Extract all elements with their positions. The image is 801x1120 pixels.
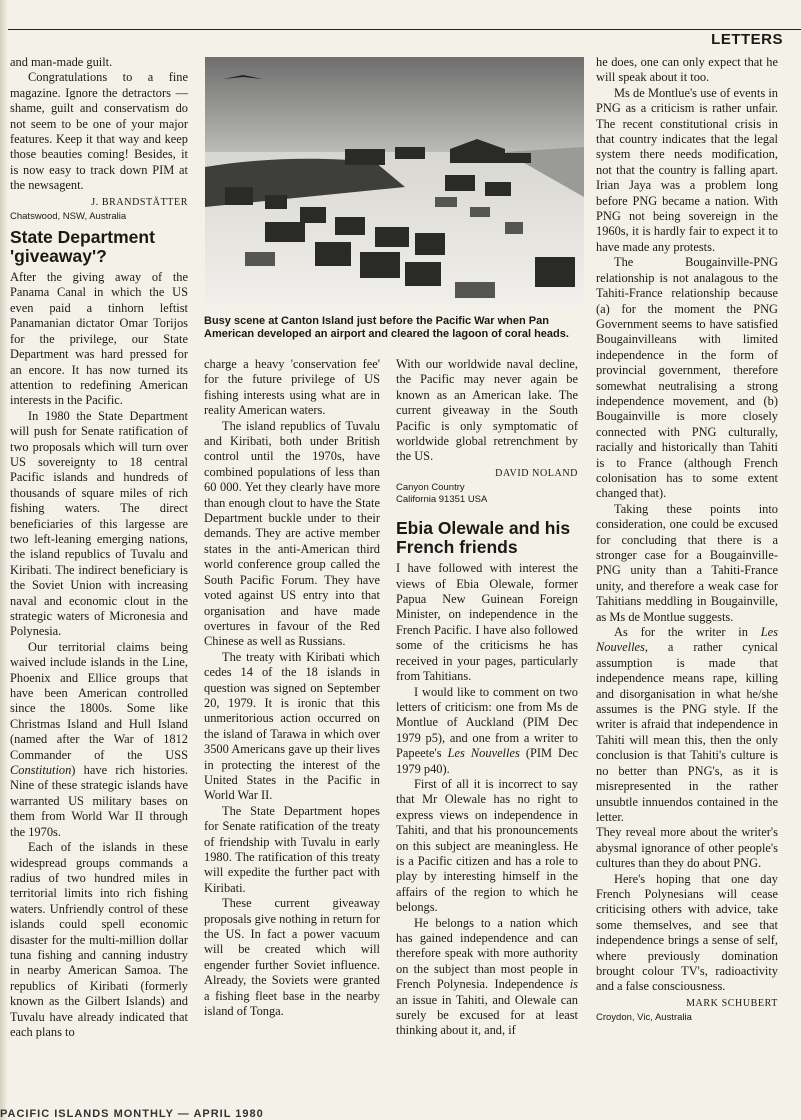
letter3-paragraph: I have followed with interest the views of Ebia Olewale, former Papua New Guinean Foreign Minister, on independence in the French Pacific. I have also followed some of the criticisms he has received in your pages, particularly from Tahitians. bbox=[396, 561, 578, 684]
letter2-paragraph: In 1980 the State Department will push for Senate ratification of two proposals which will turn over US sovereignty to 18 central Pacific islands and hundreds of thousands of square miles of rich fishing waters. The direct beneficiaries of this largesse are two left-leaning emerging nations, the island republics of Tuvalu and Kiribati. The indirect beneficiary is the Soviet Union with increasing naval and economic clout in the strategic waters of Micronesia and Polynesia. bbox=[10, 408, 188, 639]
letter2-paragraph: Our territorial claims being waived include islands in the Line, Phoenix and Ellice groups that have been American controlled since the 1800s. Some like Christmas Island and Hull Island (named after the War of 1812 Commander of the USS Constitution) have rich histories. Nine of these strategic islands have warranted US military bases on them from World War II through the 1970s. bbox=[10, 639, 188, 839]
letter2-paragraph: These current giveaway proposals give nothing in return for the US. In fact a power vacuum will be created which will engender further Soviet influence. Already, the Soviets were granted a fishing fleet base in the nearby island of Tonga. bbox=[204, 896, 380, 1019]
letter3-paragraph: As for the writer in Les Nouvelles, a rather cynical assumption is made that independence means rape, killing and disorganisation in what he/she assumes is the PNG style. If the writer is afraid that independence in Tahiti will mean this, then the only conclusion is that Tahiti's culture is no better than PNG's, as it is misrepresented in the rather unsubtle innuendos contained in the letter. bbox=[596, 625, 778, 824]
letter2-place: California 91351 USA bbox=[396, 494, 488, 506]
letter3-paragraph: He belongs to a nation which has gained independence and can therefore speak with more authority on the subject than most people in French Polynesia. Independence is an issue in Tahiti, and Olewale can surely be excused for at least thinking about it, and, if bbox=[396, 915, 578, 1038]
letter2-paragraph: The treaty with Kiribati which cedes 14 of the 18 islands in question was signed on September 20, 1979. It is ironic that this unmeritorious action occurred on the island of Tarawa in which over 3500 Americans gave up their lives in protecting the interest of the United States in the Pacific in World War II. bbox=[204, 649, 380, 803]
letter3-paragraph: The Bougainville-PNG relationship is not analagous to the Tahiti-France relationship because (a) for the moment the PNG Government seems to have satisfied Bougainvilleans with limited independence in the form of provincial government, therefore somewhat neutralising a strong independence movement, and (b) Bougainville is more closely connected with PNG culturally, racially and historically than Tahiti is to France (although French colonisation has to some extent changed that). bbox=[596, 255, 778, 501]
letter3-author: MARK SCHUBERT bbox=[686, 997, 778, 1009]
letter2-place: Canyon Country bbox=[396, 482, 465, 494]
letter2-author: DAVID NOLAND bbox=[495, 467, 578, 479]
letter2-headline: State Department 'giveaway'? bbox=[10, 227, 155, 267]
page-footer: PACIFIC ISLANDS MONTHLY — APRIL 1980 bbox=[0, 1108, 264, 1120]
letter2-paragraph: charge a heavy 'conservation fee' for the future privilege of US fishing interests using what are in reality American waters. bbox=[204, 357, 380, 418]
letter1-author: J. BRANDSTÄTTER bbox=[91, 196, 188, 208]
letter1-paragraph: Congratulations to a fine magazine. Ignore the detractors — shame, guilt and conservatism do not seem to be one of your major features. Keep it that way and keep those beauties coming! Besides, it is now easy to track down PIM at the newsagent. bbox=[10, 70, 188, 193]
column-1 bbox=[10, 55, 188, 1040]
letter3-paragraph: he does, one can only expect that he will speak about it too. bbox=[596, 55, 778, 85]
letter3-place: Croydon, Vic, Australia bbox=[596, 1012, 692, 1024]
letter2-paragraph: Each of the islands in these widespread groups commands a radius of two hundred miles in territorial limits into rich fishing waters. Unfriendly control of these islands could spell economic disaster for the multi-million dollar tuna fishing and canning industry in nearby American Samoa. The republics of Kiribati (formerly known as the Gilbert Islands) and Tuvalu have already indicated that each plans to bbox=[10, 840, 188, 1039]
canton-island-photo bbox=[205, 57, 584, 308]
letter3-paragraph: They reveal more about the writer's abysmal ignorance of other people's cultures than they do about PNG. bbox=[596, 825, 778, 871]
letter2-paragraph: The State Department hopes for Senate ratification of the treaty of friendship with Tuvalu in early 1980. The ratification of this treaty will expedite the further pact with Kiribati. bbox=[204, 803, 380, 895]
section-label: LETTERS bbox=[711, 31, 783, 48]
letter3-paragraph: Here's hoping that one day French Polynesians will cease criticising others with advice, take some themselves, and see that independence brings a sense of self, where previously domination brought colour TV's, radioactivity and a false consciousness. bbox=[596, 871, 778, 994]
letter2-paragraph: After the giving away of the Panama Canal in which the US even paid a tinhorn leftist Panamanian dictator Omar Torijos for the privilege, our State Department was hard pressed for an encore. It has now turned its attention to redefining American interests in the Pacific. bbox=[10, 270, 188, 408]
letter3-paragraph: I would like to comment on two letters of criticism: one from Ms de Montlue of Auckland (PIM Dec 1979 p5), and one from a writer to Papeete's Les Nouvelles (PIM Dec 1979 p40). bbox=[396, 684, 578, 776]
page-gutter-shadow bbox=[0, 0, 8, 1120]
header-rule bbox=[8, 29, 801, 30]
letter3-paragraph: First of all it is incorrect to say that Mr Olewale has no right to express views on independence in Tahiti, and that his pronouncements on this subject are meaningless. He is a Pacific citizen and has a role to play by interesting himself in the affairs of the region to which he belongs. bbox=[396, 776, 578, 915]
letter2-paragraph: The island republics of Tuvalu and Kiribati, both under British control until the 1970s, have combined populations of less than 60 000. Yet they clearly have more than enough clout to have the State Department buckle under to their demands. They are active member states in the anti-American third world conference group called the South Pacific Forum. They have voted against US entry into that organisation and have made overtures in favour of the Red Chinese as well as Russians. bbox=[204, 418, 380, 649]
column-4 bbox=[596, 55, 778, 1023]
column-2 bbox=[204, 357, 380, 1019]
letter3-paragraph: Ms de Montlue's use of events in PNG as a criticism is rather unfair. The recent constitutional crisis in that country indicates that the legal system there needs modification, not that the country is falling apart. Irian Jaya was a problem long before PNG became a nation. With PNG not being sovereign in the 1960s, it is hardly fair to expect it to have made any protests. bbox=[596, 85, 778, 254]
letter1-paragraph: and man-made guilt. bbox=[10, 55, 113, 69]
column-3 bbox=[396, 357, 578, 1039]
photo-caption: Busy scene at Canton Island just before the Pacific War when Pan American developed an airport and cleared the lagoon of coral heads. bbox=[204, 315, 569, 340]
letter2-paragraph: With our worldwide naval decline, the Pacific may never again be known as an American lake. The current giveaway in the South Pacific is only symptomatic of worldwide global retrenchment by the US. bbox=[396, 357, 578, 464]
letter3-headline: Ebia Olewale and his French friends bbox=[396, 518, 571, 558]
letter1-place: Chatswood, NSW, Australia bbox=[10, 211, 127, 223]
letter3-paragraph: Taking these points into consideration, one could be excused for concluding that there is a stronger case for a Bougainville-PNG unity than a Tahiti-France unity, and therefore a weak case for Tahitians meddling in Bougainville, as Ms de Montlue suggests. bbox=[596, 501, 778, 624]
